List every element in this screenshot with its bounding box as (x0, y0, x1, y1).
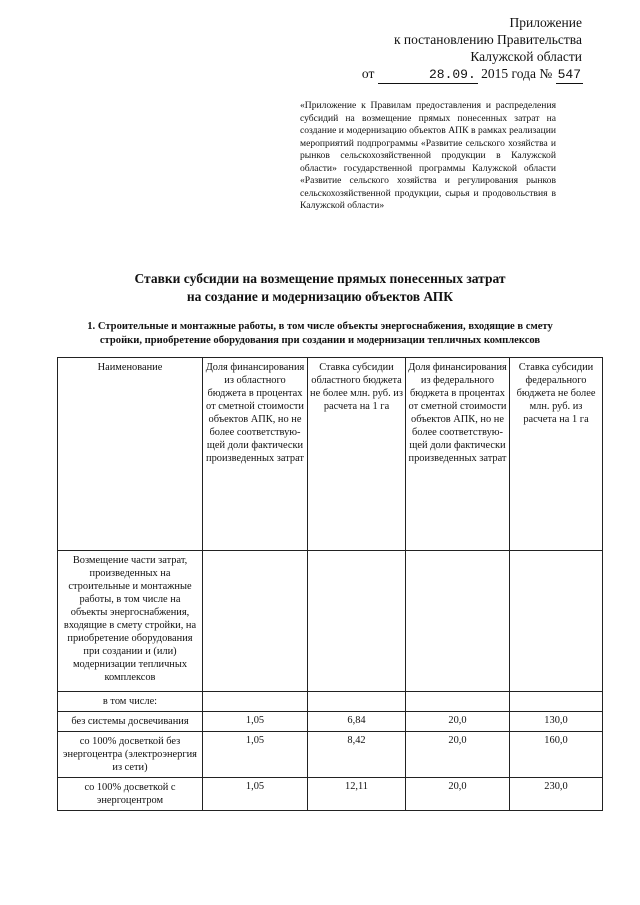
document-title-line-1: Ставки субсидии на возмещение прямых понесенных затрат (134, 271, 506, 286)
table-header-row (58, 358, 603, 551)
document-title-line-2: на создание и модернизацию объектов АПК (186, 289, 454, 304)
description-cell: Возмещение части затрат, произведенных на строительные и монтажные работы, в том числе на объекты энергоснабжения, входящие в смету стройки, на приобретение оборудования при создании и (или) модернизации тепличных комплексов (58, 551, 203, 692)
header-federal-rate: Ставка субсидии федерального бюджета не более млн. руб. из расчета на 1 га (510, 358, 603, 551)
row-name: без системы досвечивания (58, 712, 203, 732)
year-text: 2015 года № (481, 66, 553, 81)
subheader-cell: в том числе: (58, 692, 203, 712)
regional-share-value: 1,05 (203, 712, 308, 732)
federal-rate-value: 230,0 (510, 778, 603, 811)
federal-share-value: 20,0 (406, 712, 510, 732)
federal-rate-value: 160,0 (510, 732, 603, 778)
row-name: со 100% досветкой без энергоцентра (электроэнергия из сети) (58, 732, 203, 778)
row-name: со 100% досветкой с энергоцентром (58, 778, 203, 811)
resolution-reference: к постановлению Правительства (393, 32, 582, 47)
federal-share-value: 20,0 (406, 778, 510, 811)
regional-rate-value: 12,11 (308, 778, 406, 811)
from-label: от (361, 66, 375, 81)
appendix-label: Приложение (509, 15, 582, 30)
appendix-quote: «Приложение к Правилам предоставления и распределения субсидий на возмещение прямых понесенных затрат на создание и модернизацию объектов АПК в рамках реализации мероприятий подпрограммы «Развитие сельского хозяйства и рынков сельскохозяйственной продукции в Калужской области» государственной программы Калужской области «Развитие сельского хозяйства и регулирования рынков сельскохозяйственной продукции, сырья и продовольствия в Калужской области» (300, 100, 556, 211)
resolution-date: 28.09. (378, 66, 478, 84)
table-row (58, 732, 603, 778)
regional-share-value: 1,05 (203, 778, 308, 811)
resolution-number: 547 (557, 67, 581, 82)
section-heading-line-1: 1. Строительные и монтажные работы, в том числе объекты энергоснабжения, входящие в смету (87, 321, 553, 332)
header-name: Наименование (58, 358, 203, 551)
table-row (58, 778, 603, 811)
regional-rate-value: 6,84 (308, 712, 406, 732)
regional-share-value: 1,05 (203, 732, 308, 778)
section-heading-line-2: стройки, приобретение оборудования при создании и модернизации тепличных комплексов (99, 335, 541, 346)
resolution-date-line (362, 65, 583, 84)
region-name: Калужской области (470, 49, 582, 64)
federal-share-value: 20,0 (406, 732, 510, 778)
subheader-row (58, 692, 603, 712)
header-regional-rate: Ставка субсидии областного бюджета не более млн. руб. из расчета на 1 га (308, 358, 406, 551)
table-row (58, 712, 603, 732)
subsidy-rates-table (57, 357, 603, 811)
regional-rate-value: 8,42 (308, 732, 406, 778)
header-federal-share: Доля финансирования из федерального бюджета в процентах от сметной стоимости объектов АПК, но не более соответствую-щей доли фактически произведенных затрат (406, 358, 510, 551)
federal-rate-value: 130,0 (510, 712, 603, 732)
header-regional-share: Доля финансирования из областного бюджета в процентах от сметной стоимости объектов АПК, но не более соответствую-щей доли фактически произведенных затрат (203, 358, 308, 551)
description-row (58, 551, 603, 692)
